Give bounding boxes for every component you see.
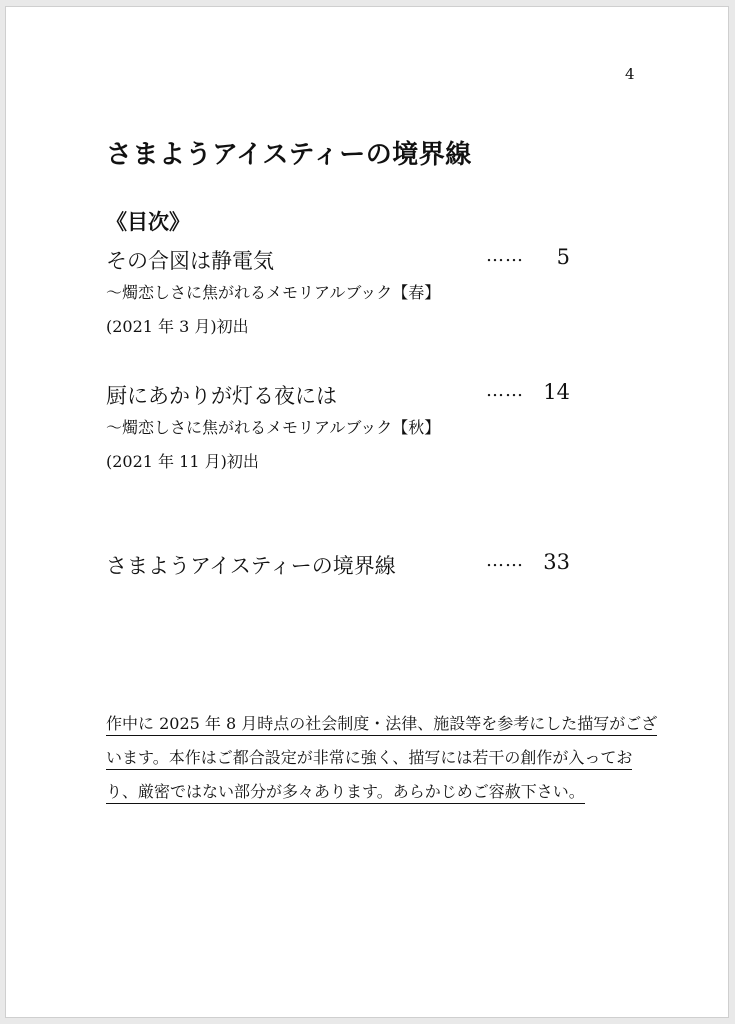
notice-line-text: 作中に 2025 年 8 月時点の社会制度・法律、施設等を参考にした描写がござ — [106, 714, 657, 736]
page-number: 4 — [625, 65, 635, 83]
disclaimer-notice — [106, 707, 658, 809]
notice-line-text: り、厳密ではない部分が多々あります。あらかじめご容赦下さい。 — [106, 782, 585, 804]
document-title: さまようアイスティーの境界線 — [106, 140, 472, 170]
toc-entry-note: (2021 年 3 月)初出 — [106, 317, 249, 336]
toc-entry-2 — [106, 380, 586, 478]
toc-entry-title: さまようアイスティーの境界線 — [106, 554, 396, 578]
toc-entry-page: 14 — [543, 380, 570, 404]
toc-leader-dots: …… — [486, 245, 524, 266]
notice-line-text: います。本作はご都合設定が非常に強く、描写には若干の創作が入ってお — [106, 748, 632, 770]
toc-entry-1 — [106, 245, 586, 343]
toc-entry-3 — [106, 550, 586, 580]
toc-entry-title: 厨にあかりが灯る夜には — [106, 384, 337, 408]
toc-entry-page: 5 — [556, 245, 570, 269]
toc-entry-line — [106, 380, 586, 410]
toc-entry-page: 33 — [543, 550, 570, 574]
toc-entry-subtitle: ～燭恋しさに焦がれるメモリアルブック【秋】 — [106, 418, 441, 437]
toc-entry-title: その合図は静電気 — [106, 249, 274, 273]
toc-leader-dots: …… — [486, 380, 524, 401]
toc-leader-dots: …… — [486, 550, 524, 571]
notice-line — [106, 775, 646, 809]
notice-line — [106, 741, 646, 775]
notice-line — [106, 707, 658, 741]
toc-entry-subtitle: ～燭恋しさに焦がれるメモリアルブック【春】 — [106, 283, 441, 302]
toc-heading: 《目次》 — [106, 209, 190, 234]
toc-entry-line — [106, 245, 586, 275]
document-page — [5, 6, 729, 1018]
toc-entry-note: (2021 年 11 月)初出 — [106, 452, 259, 471]
toc-entry-line — [106, 550, 586, 580]
